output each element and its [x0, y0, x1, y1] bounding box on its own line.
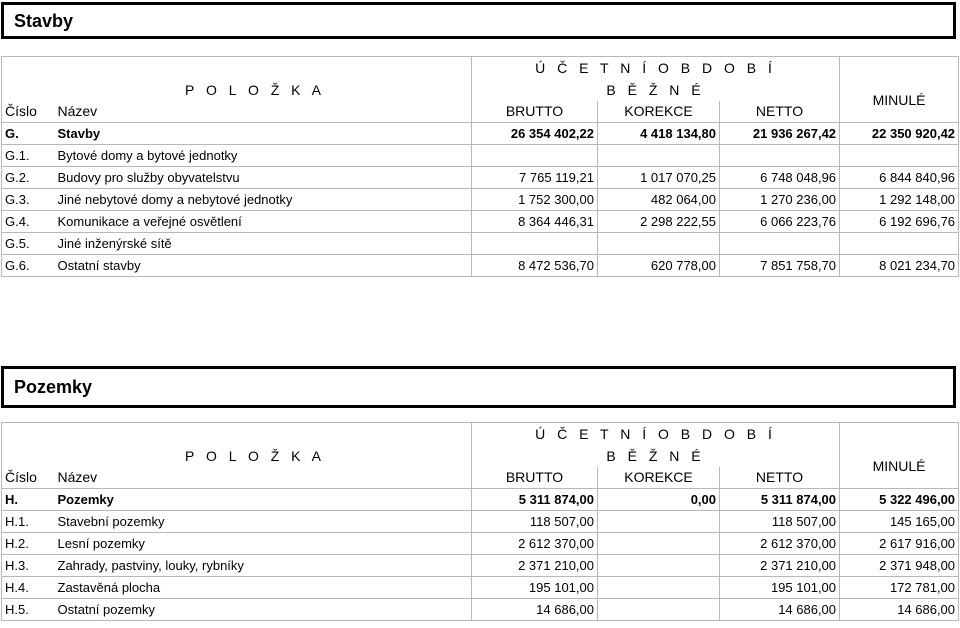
row-name: Bytové domy a bytové jednotky: [46, 145, 472, 167]
row-name: Ostatní pozemky: [46, 599, 472, 621]
row-netto: 21 936 267,42: [720, 123, 840, 145]
row-netto: 5 311 874,00: [720, 489, 840, 511]
row-korekce: 2 298 222,55: [598, 211, 720, 233]
row-brutto: 26 354 402,22: [472, 123, 598, 145]
row-name: Jiné inženýrské sítě: [46, 233, 472, 255]
row-name: Zastavěná plocha: [46, 577, 472, 599]
header-accounting-period: Ú Č E T N Í O B D O B Í: [472, 57, 840, 79]
row-brutto: 5 311 874,00: [472, 489, 598, 511]
row-korekce: [598, 145, 720, 167]
row-brutto: [472, 233, 598, 255]
header-korekce: KOREKCE: [598, 467, 720, 489]
header-item: P O L O Ž K A: [2, 79, 472, 101]
row-netto: 14 686,00: [720, 599, 840, 621]
row-minule: 1 292 148,00: [840, 189, 959, 211]
table-row: [2, 167, 959, 189]
table-row: [2, 489, 959, 511]
row-korekce: 0,00: [598, 489, 720, 511]
table-row: [2, 533, 959, 555]
table-row: [2, 599, 959, 621]
row-number: H.5.: [2, 599, 46, 621]
row-netto: 2 612 370,00: [720, 533, 840, 555]
row-name: Zahrady, pastviny, louky, rybníky: [46, 555, 472, 577]
row-number: H.1.: [2, 511, 46, 533]
row-number: G.4.: [2, 211, 46, 233]
row-minule: 14 686,00: [840, 599, 959, 621]
row-number: G.: [2, 123, 46, 145]
row-minule: 8 021 234,70: [840, 255, 959, 277]
row-name: Pozemky: [46, 489, 472, 511]
header-previous: MINULÉ: [840, 79, 959, 123]
row-netto: 6 066 223,76: [720, 211, 840, 233]
row-netto: 2 371 210,00: [720, 555, 840, 577]
row-brutto: 8 364 446,31: [472, 211, 598, 233]
table-row: [2, 189, 959, 211]
row-netto: 1 270 236,00: [720, 189, 840, 211]
table-row: [2, 577, 959, 599]
row-minule: 2 371 948,00: [840, 555, 959, 577]
table-row: [2, 145, 959, 167]
header-netto: NETTO: [720, 101, 840, 123]
row-name: Komunikace a veřejné osvětlení: [46, 211, 472, 233]
header-brutto: BRUTTO: [472, 467, 598, 489]
row-number: G.2.: [2, 167, 46, 189]
header-name: Název: [46, 101, 472, 123]
row-korekce: 482 064,00: [598, 189, 720, 211]
row-korekce: [598, 555, 720, 577]
row-korekce: [598, 233, 720, 255]
header-current: B Ě Ž N É: [472, 445, 840, 467]
row-brutto: 195 101,00: [472, 577, 598, 599]
section-title-box: [1, 366, 956, 408]
row-minule: 6 844 840,96: [840, 167, 959, 189]
row-korekce: 1 017 070,25: [598, 167, 720, 189]
row-korekce: 620 778,00: [598, 255, 720, 277]
header-korekce: KOREKCE: [598, 101, 720, 123]
row-netto: 7 851 758,70: [720, 255, 840, 277]
row-minule: 145 165,00: [840, 511, 959, 533]
table-row: [2, 233, 959, 255]
section-title: Pozemky: [14, 377, 93, 397]
header-accounting-period: Ú Č E T N Í O B D O B Í: [472, 423, 840, 445]
row-korekce: [598, 511, 720, 533]
row-netto: [720, 145, 840, 167]
row-korekce: [598, 577, 720, 599]
row-minule: 6 192 696,76: [840, 211, 959, 233]
row-netto: 6 748 048,96: [720, 167, 840, 189]
row-number: G.1.: [2, 145, 46, 167]
row-netto: [720, 233, 840, 255]
row-number: G.5.: [2, 233, 46, 255]
row-brutto: 1 752 300,00: [472, 189, 598, 211]
header-brutto: BRUTTO: [472, 101, 598, 123]
header-previous: MINULÉ: [840, 445, 959, 489]
section-title: Stavby: [14, 11, 74, 31]
row-brutto: 2 371 210,00: [472, 555, 598, 577]
row-brutto: 2 612 370,00: [472, 533, 598, 555]
row-brutto: 14 686,00: [472, 599, 598, 621]
row-name: Stavby: [46, 123, 472, 145]
row-name: Ostatní stavby: [46, 255, 472, 277]
row-number: G.6.: [2, 255, 46, 277]
row-brutto: 7 765 119,21: [472, 167, 598, 189]
header-netto: NETTO: [720, 467, 840, 489]
row-name: Stavební pozemky: [46, 511, 472, 533]
table-row: [2, 123, 959, 145]
row-number: H.4.: [2, 577, 46, 599]
table-row: [2, 511, 959, 533]
row-minule: 5 322 496,00: [840, 489, 959, 511]
header-item: P O L O Ž K A: [2, 445, 472, 467]
assets-table: [1, 56, 959, 277]
row-number: H.3.: [2, 555, 46, 577]
row-name: Jiné nebytové domy a nebytové jednotky: [46, 189, 472, 211]
row-minule: [840, 233, 959, 255]
row-number: G.3.: [2, 189, 46, 211]
header-name: Název: [46, 467, 472, 489]
table-row: [2, 211, 959, 233]
header-number: Číslo: [2, 101, 46, 123]
row-minule: 172 781,00: [840, 577, 959, 599]
row-korekce: 4 418 134,80: [598, 123, 720, 145]
row-minule: [840, 145, 959, 167]
table-row: [2, 555, 959, 577]
row-name: Lesní pozemky: [46, 533, 472, 555]
header-current: B Ě Ž N É: [472, 79, 840, 101]
header-number: Číslo: [2, 467, 46, 489]
row-korekce: [598, 533, 720, 555]
row-minule: 2 617 916,00: [840, 533, 959, 555]
row-brutto: 8 472 536,70: [472, 255, 598, 277]
row-minule: 22 350 920,42: [840, 123, 959, 145]
row-brutto: [472, 145, 598, 167]
row-brutto: 118 507,00: [472, 511, 598, 533]
row-korekce: [598, 599, 720, 621]
table-row: [2, 255, 959, 277]
row-number: H.: [2, 489, 46, 511]
row-netto: 118 507,00: [720, 511, 840, 533]
row-name: Budovy pro služby obyvatelstvu: [46, 167, 472, 189]
row-netto: 195 101,00: [720, 577, 840, 599]
row-number: H.2.: [2, 533, 46, 555]
assets-table: [1, 422, 959, 621]
section-title-box: [1, 2, 956, 39]
